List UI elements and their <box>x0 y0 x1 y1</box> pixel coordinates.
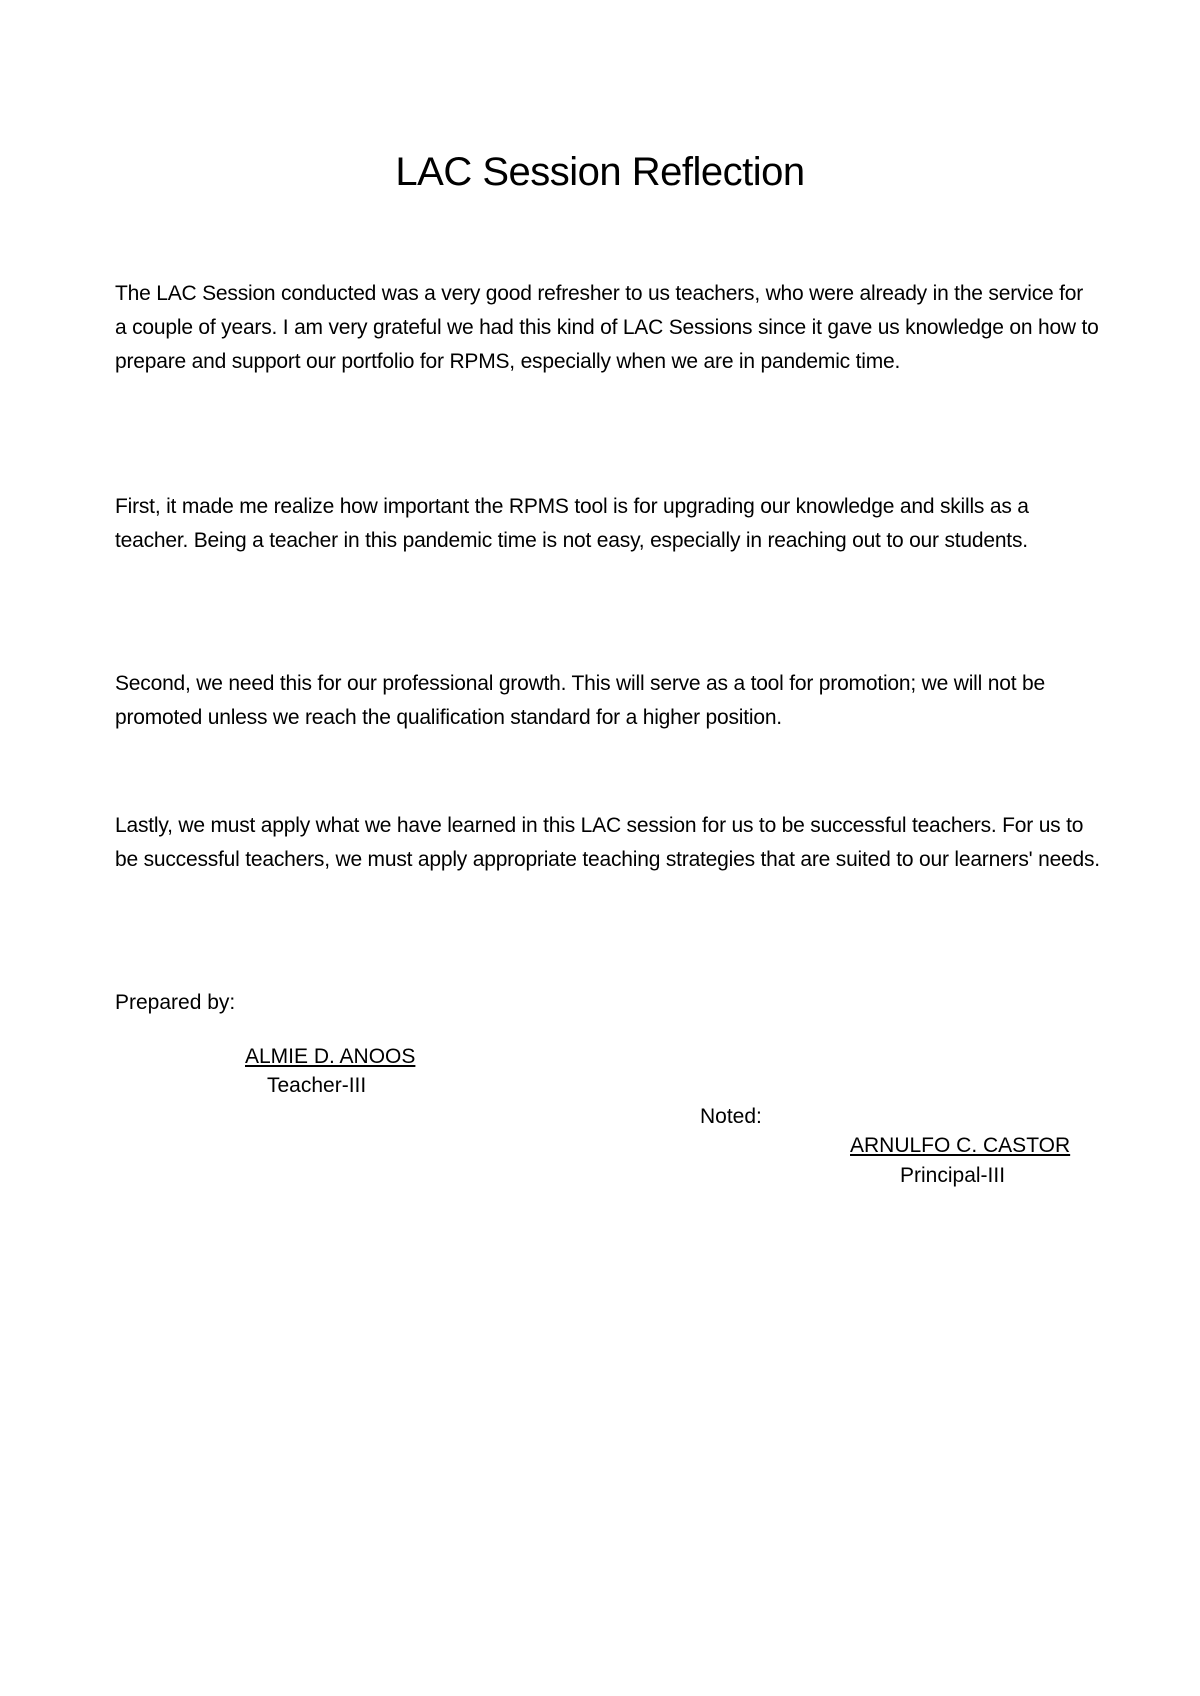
preparer-name: ALMIE D. ANOOS <box>245 1045 416 1068</box>
approver-role: Principal-III <box>900 1164 1006 1187</box>
paragraph-second: Second, we need this for our professional growth. This will serve as a tool for promotion; we will not be promoted unless we reach the qualification standard for a higher position. <box>115 672 1045 729</box>
approver-name: ARNULFO C. CASTOR <box>850 1134 1071 1157</box>
paragraph-lastly: Lastly, we must apply what we have learned in this LAC session for us to be successful teachers. For us to be successful teachers, we must apply appropriate teaching strategies that are suited to our learners' needs. <box>115 814 1100 871</box>
paragraph-first: First, it made me realize how important the RPMS tool is for upgrading our knowledge and skills as a teacher. Being a teacher in this pandemic time is not easy, especially in reaching out to our students. <box>115 495 1029 552</box>
document-title: LAC Session Reflection <box>395 150 805 194</box>
preparer-role: Teacher-III <box>267 1074 367 1097</box>
noted-label: Noted: <box>700 1105 762 1128</box>
paragraph-intro: The LAC Session conducted was a very good refresher to us teachers, who were already in the service for a couple of years. I am very grateful we had this kind of LAC Sessions since it gave us knowledge on how to prepare and support our portfolio for RPMS, especially when we are in pandemic time. <box>115 282 1099 373</box>
prepared-by-label: Prepared by: <box>115 991 236 1014</box>
